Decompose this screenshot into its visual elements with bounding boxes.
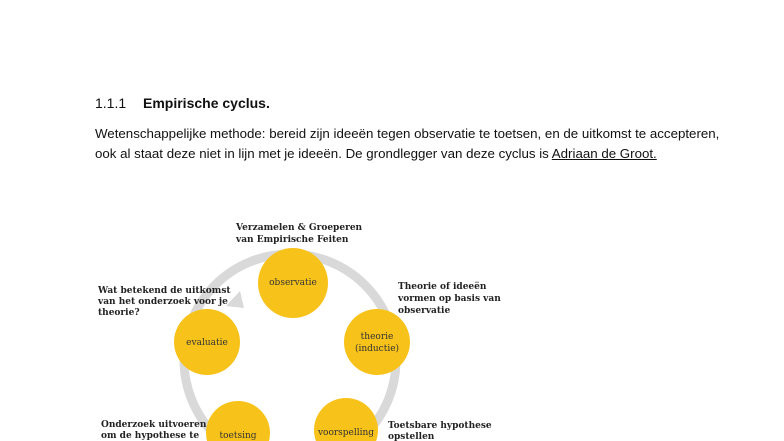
circle-evaluatie	[174, 309, 240, 375]
circle-theorie	[344, 309, 410, 375]
label-verzamelen-line1: Verzamelen & Groeperen	[236, 223, 363, 233]
label-theorie-line1: Theorie of ideeën	[398, 282, 487, 292]
label-uitkomst-line3: theorie?	[98, 308, 140, 318]
section-title: Empirische cyclus.	[143, 95, 270, 111]
circle-voorspelling-label: voorspelling	[317, 428, 375, 438]
label-hypothese-line1: Toetsbare hypothese	[388, 421, 492, 431]
label-theorie-line3: observatie	[398, 306, 451, 316]
circle-evaluatie-label: evaluatie	[186, 338, 228, 348]
section-number: 1.1.1	[95, 95, 127, 111]
circle-theorie-sublabel: (inductie)	[354, 344, 400, 354]
circle-observatie	[258, 248, 328, 318]
label-hypothese-line2: opstellen	[388, 432, 435, 441]
label-verzamelen-line2: van Empirische Feiten	[236, 235, 349, 245]
circle-observatie-label: observatie	[269, 278, 317, 288]
circle-toetsing	[206, 401, 270, 441]
label-theorie-line2: vormen op basis van	[398, 294, 501, 304]
circle-theorie-label: theorie	[360, 332, 394, 342]
circle-voorspelling	[314, 398, 378, 441]
label-onderzoek-line1: Onderzoek uitvoeren	[101, 420, 207, 430]
circle-toetsing-label: toetsing	[219, 431, 257, 441]
label-onderzoek-line2: om de hypothese te	[101, 431, 200, 441]
label-uitkomst-line1: Wat betekend de uitkomst	[98, 286, 231, 296]
label-uitkomst-line2: van het onderzoek voor je	[98, 297, 228, 307]
author-link[interactable]: Adriaan de Groot.	[551, 145, 657, 161]
paragraph-text: Wetenschappelijke methode: bereid zijn ideeën tegen observatie te toetsen, en de uitkomst te accepteren, ook al staat deze niet in lijn met je ideeën. De grondlegger van deze cyclus is	[95, 126, 720, 161]
